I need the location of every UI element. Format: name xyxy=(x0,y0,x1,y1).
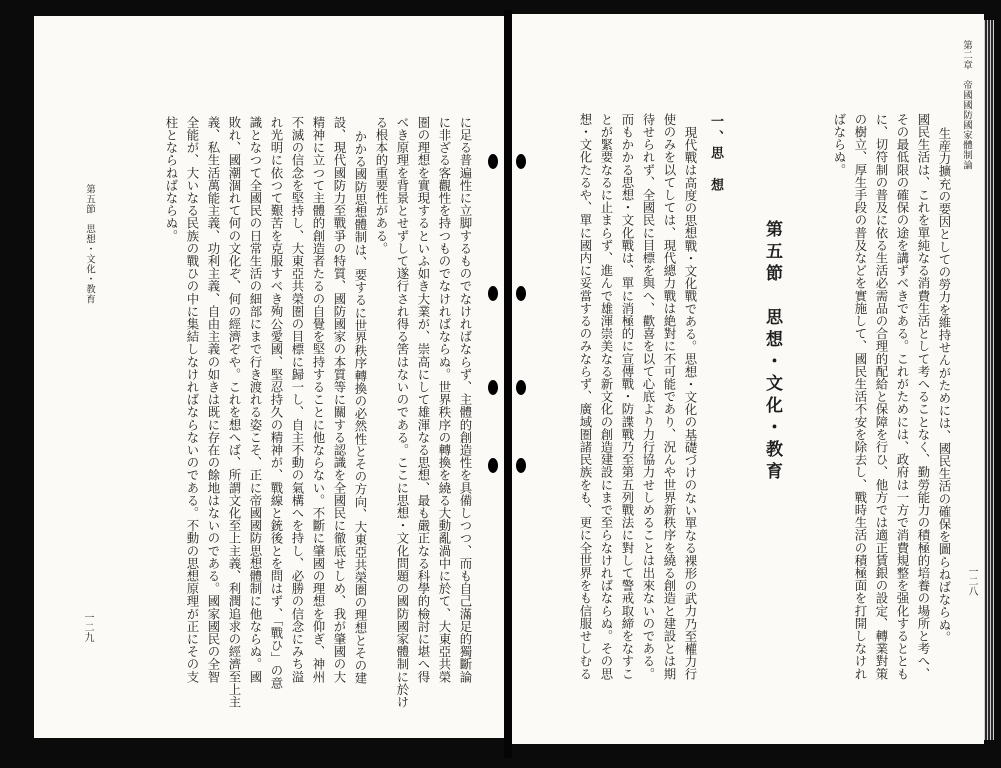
binding-hole xyxy=(488,154,498,169)
book-gutter xyxy=(504,10,512,758)
text-line: に、切符制の普及に依る生活必需品の合理的配給と保障を行ひ、他方では適正賃銀の設定、轉業對策 xyxy=(874,113,889,680)
text-line: 圏の理想を實現するといふ如き大業が、崇高にして雄渾なる思想、最も嚴正なる科學的檢討に堪へ得 xyxy=(416,116,431,683)
text-line: とが緊要なるに止まらず、進んで雄渾崇美なる新文化の創造建設にまで至らなければならぬ。その思 xyxy=(599,113,614,680)
page-number: 一二八 xyxy=(966,566,977,597)
text-line: 使のみを以てしては、現代總力戰は絶對に不可能であり、況んや世界新秩序を繞る創造と建設とは期 xyxy=(662,113,677,680)
text-line: れ光明に依つて艱苦を克服すべき殉公愛國、堅忍持久の精神が、戰線と銃後とを問はず、「戰ひ」の意 xyxy=(269,116,284,690)
running-header: 第五節 思想・文化・教育 xyxy=(84,184,95,304)
text-line: 敗れ、國潮涸れて何の文化ぞ、何の經濟ぞや。これを想へば、所謂文化至上主義、利潤追求の經濟至上主 xyxy=(227,116,242,709)
text-line: ばならぬ。 xyxy=(832,113,847,176)
text-line: かかる國防思想體制は、要するに世界秩序轉換の必然性とその方向、大東亞共榮圏の理想とその建 xyxy=(353,130,368,685)
subheading: 一、思 想 xyxy=(708,114,723,194)
binding-hole xyxy=(516,286,526,301)
text-line: の樹立、厚生手段の普及などを實施して、國民生活不安を除去し、戰時生活の積極面を打開しなけれ xyxy=(853,113,868,680)
text-line: 義、私生活萬能主義、功利主義、自由主義の如きは既に存在の餘地はないのである。國家國民の全智 xyxy=(206,116,221,683)
section-title: 第五節 思想・文化・教育 xyxy=(762,220,782,484)
binding-hole xyxy=(516,458,526,473)
text-line: 現代戰は高度の思想戰・文化戰である。思想・文化の基礎づけのない單なる裸形の武力乃至權力行 xyxy=(683,126,698,681)
binding-hole xyxy=(488,458,498,473)
text-line: その最低限の確保の途を講ずべきである。これがためには、政府は一方で消費規整を强化するととも xyxy=(895,113,910,680)
text-line: 生産力擴充の要因としての勞力を維持せんがためには、國民生活の確保を圖らねばならぬ。 xyxy=(937,127,952,644)
text-line: 設、現代國防力至戰爭の特質、國防國家の本質等に關する認識を全國民に徹底せしめ、我が肇國の大 xyxy=(332,116,347,683)
text-line: 不滅の信念を堅持し、大東亞共榮圏の目標に歸一し、自主不動の氣構へを持し、必勝の信念にみち溢 xyxy=(290,116,305,683)
left-page xyxy=(34,16,504,738)
text-line: 柱とならねばならぬ。 xyxy=(164,116,179,242)
text-line: 想・文化たるや、單に國内に妥當するのみならず、廣域圏諸民族をも、更に全世界をも信服せしむる xyxy=(578,113,593,680)
text-line: 而もかかる思想・文化戰は、單に消極的に宣傳戰・防諜戰乃至第五列戰法に對して警戒取締をなすこ xyxy=(620,113,635,680)
right-page xyxy=(512,14,984,744)
binding-hole xyxy=(516,154,526,169)
binding-hole xyxy=(516,380,526,395)
text-line: 待せられず、全國民に目標を與へ、歡喜を以て心底より力行協力せしめることは出來ないのである。 xyxy=(641,113,656,680)
text-line: 識となつて全國民の日常生活の細部にまで行き渡れる姿こそ、正に帝國國防思想體制に他ならぬ。國 xyxy=(248,116,263,683)
text-line: に非ざる客觀性を持つものでなければならぬ。世界秩序の轉換を繞る大動亂渦中に於て、大東亞共榮 xyxy=(437,116,452,683)
page-number: 一二九 xyxy=(82,612,93,643)
text-line: 精神に立つて主體的創造者たるの自覺を堅持することに他ならない。不斷に肇國の理想を仰ぎ、神州 xyxy=(311,116,326,683)
text-line: 國民生活は、これを單純なる消費生活として考へることなく、勤勞能力の積極的培養の場所と考へ、 xyxy=(916,113,931,680)
running-header: 第二章 帝國國防國家體制論 xyxy=(961,40,972,170)
text-line: る根本的重要性がある。 xyxy=(374,116,389,255)
binding-hole xyxy=(488,286,498,301)
page-edge xyxy=(984,20,994,740)
text-line: べき原理を背景とせずして遂行され得る筈はないのである。ここに思想・文化問題の國防國家體制に於け xyxy=(395,116,410,709)
text-line: 全能が、大いなる民族の戰ひの中に集結しなければならないのである。不動の思想原理が正にその支 xyxy=(185,116,200,683)
text-line: に足る普遍性に立脚するものでなければならず、主體的創造性を具備しつつ、而も自己滿足的獨斷論 xyxy=(458,116,473,683)
binding-hole xyxy=(488,380,498,395)
